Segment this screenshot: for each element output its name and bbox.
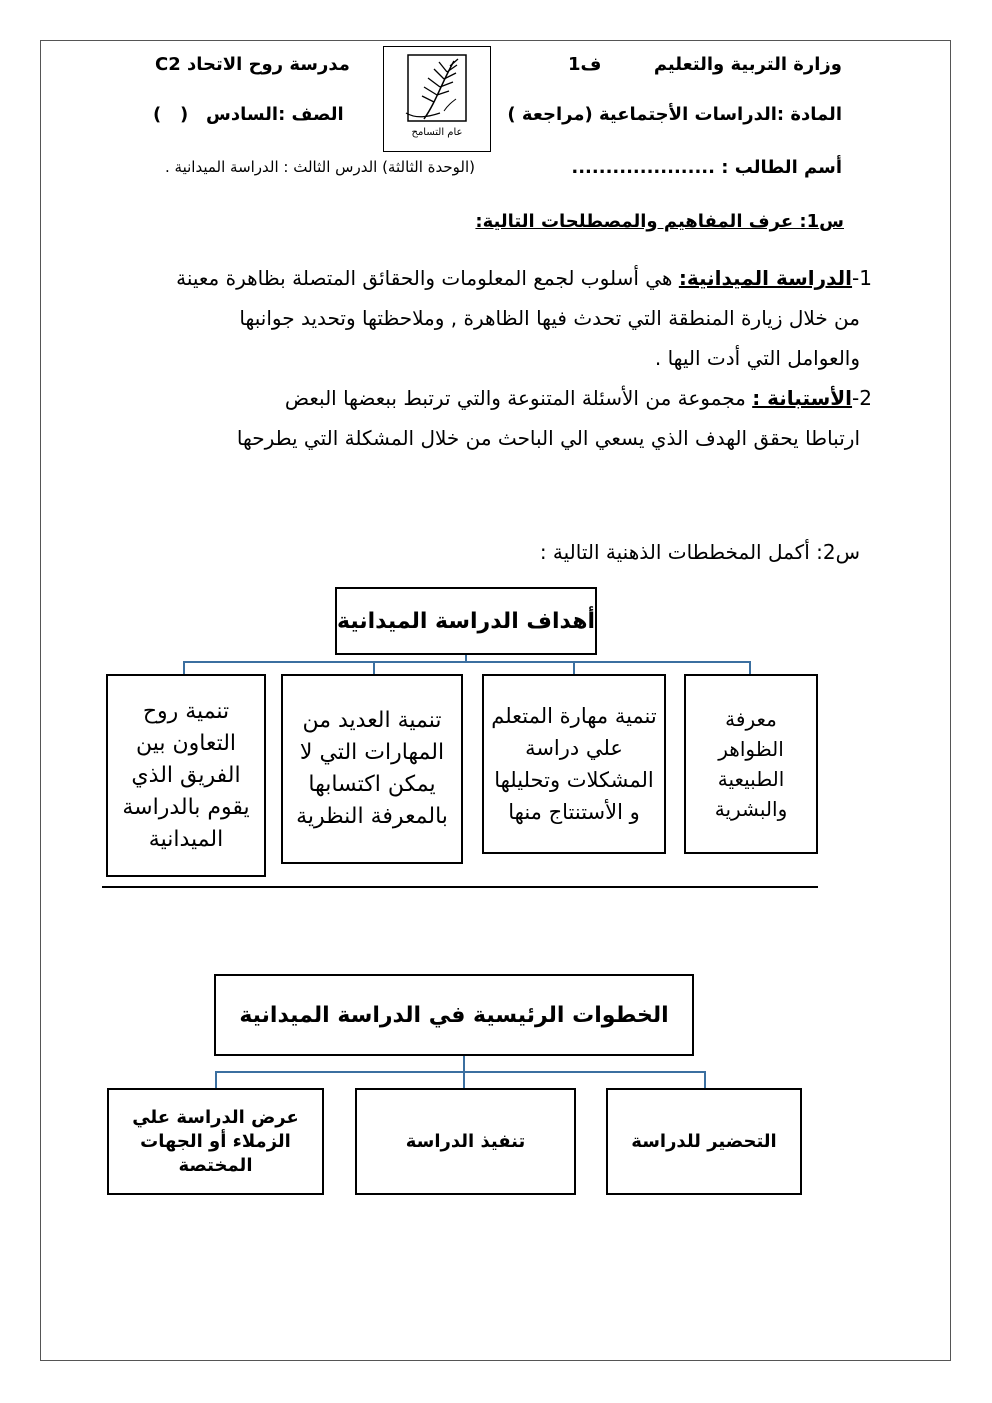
goal-box-3: تنمية العديد من المهارات التي لا يمكن اكتسابها بالمعرفة النظرية: [281, 674, 463, 864]
step-box-3: عرض الدراسة علي الزملاء أو الجهات المختصة: [107, 1088, 324, 1195]
chart2-title: الخطوات الرئيسية في الدراسة الميدانية: [214, 974, 694, 1056]
definition-2-line2: ارتباطا يحقق الهدف الذي يسعي الي الباحث من خلال المشكلة التي يطرحها: [236, 426, 860, 450]
grade-blank: ( ): [153, 104, 189, 125]
definition-2: [132, 378, 872, 418]
logo-caption: عام التسامح: [411, 127, 463, 138]
step-box-1: التحضير للدراسة: [606, 1088, 802, 1195]
q2-title: س2: أكمل المخططات الذهنية التالية :: [539, 540, 860, 564]
definition-2-number: 2-: [852, 386, 872, 410]
chart1-title: أهداف الدراسة الميدانية: [335, 587, 597, 655]
definition-1-term: الدراسة الميدانية:: [678, 266, 853, 290]
definition-1: [132, 258, 872, 298]
goal-box-2: تنمية مهارة المتعلم علي دراسة المشكلات وتحليلها و الأستنتاج منها: [482, 674, 666, 854]
school-logo: [383, 46, 491, 152]
chart1-connector: [183, 661, 751, 663]
section-divider: [102, 886, 818, 888]
school-name: مدرسة روح الاتحاد C2: [155, 54, 350, 75]
q1-title: س1: عرف المفاهيم والمصطلحات التالية:: [475, 211, 844, 232]
grade-label: الصف :السادس: [206, 104, 344, 125]
definition-1-cont: [120, 298, 860, 378]
definition-1-line1: هي أسلوب لجمع المعلومات والحقائق المتصلة بظاهرة معينة: [176, 266, 673, 290]
chart2-connector: [463, 1056, 465, 1072]
goal-box-1: معرفة الظواهر الطبيعية والبشرية: [684, 674, 818, 854]
definition-2-term: الأستبانة :: [752, 386, 853, 410]
student-name-field[interactable]: أسم الطالب : .....................: [571, 157, 842, 178]
lesson-label: (الوحدة الثالثة) الدرس الثالث : الدراسة الميدانية .: [165, 158, 476, 176]
term-label: ف1: [568, 54, 602, 75]
definition-2-cont: [120, 418, 860, 458]
chart2-connector: [215, 1071, 706, 1073]
subject-label: المادة :الدراسات الأجتماعية (مراجعة ): [507, 104, 842, 125]
definition-1-line3: والعوامل التي أدت اليها .: [654, 346, 860, 370]
step-box-2: تنفيذ الدراسة: [355, 1088, 576, 1195]
definition-2-line1: مجموعة من الأسئلة المتنوعة والتي ترتبط ببعضها البعض: [284, 386, 746, 410]
definition-1-number: 1-: [852, 266, 872, 290]
ministry-name: وزارة التربية والتعليم: [653, 54, 842, 75]
goal-box-4: تنمية روح التعاون بين الفريق الذي يقوم بالدراسة الميدانية: [106, 674, 266, 877]
definition-1-line2: من خلال زيارة المنطقة التي تحدث فيها الظاهرة , وملاحظتها وتحديد جوانبها: [239, 306, 860, 330]
